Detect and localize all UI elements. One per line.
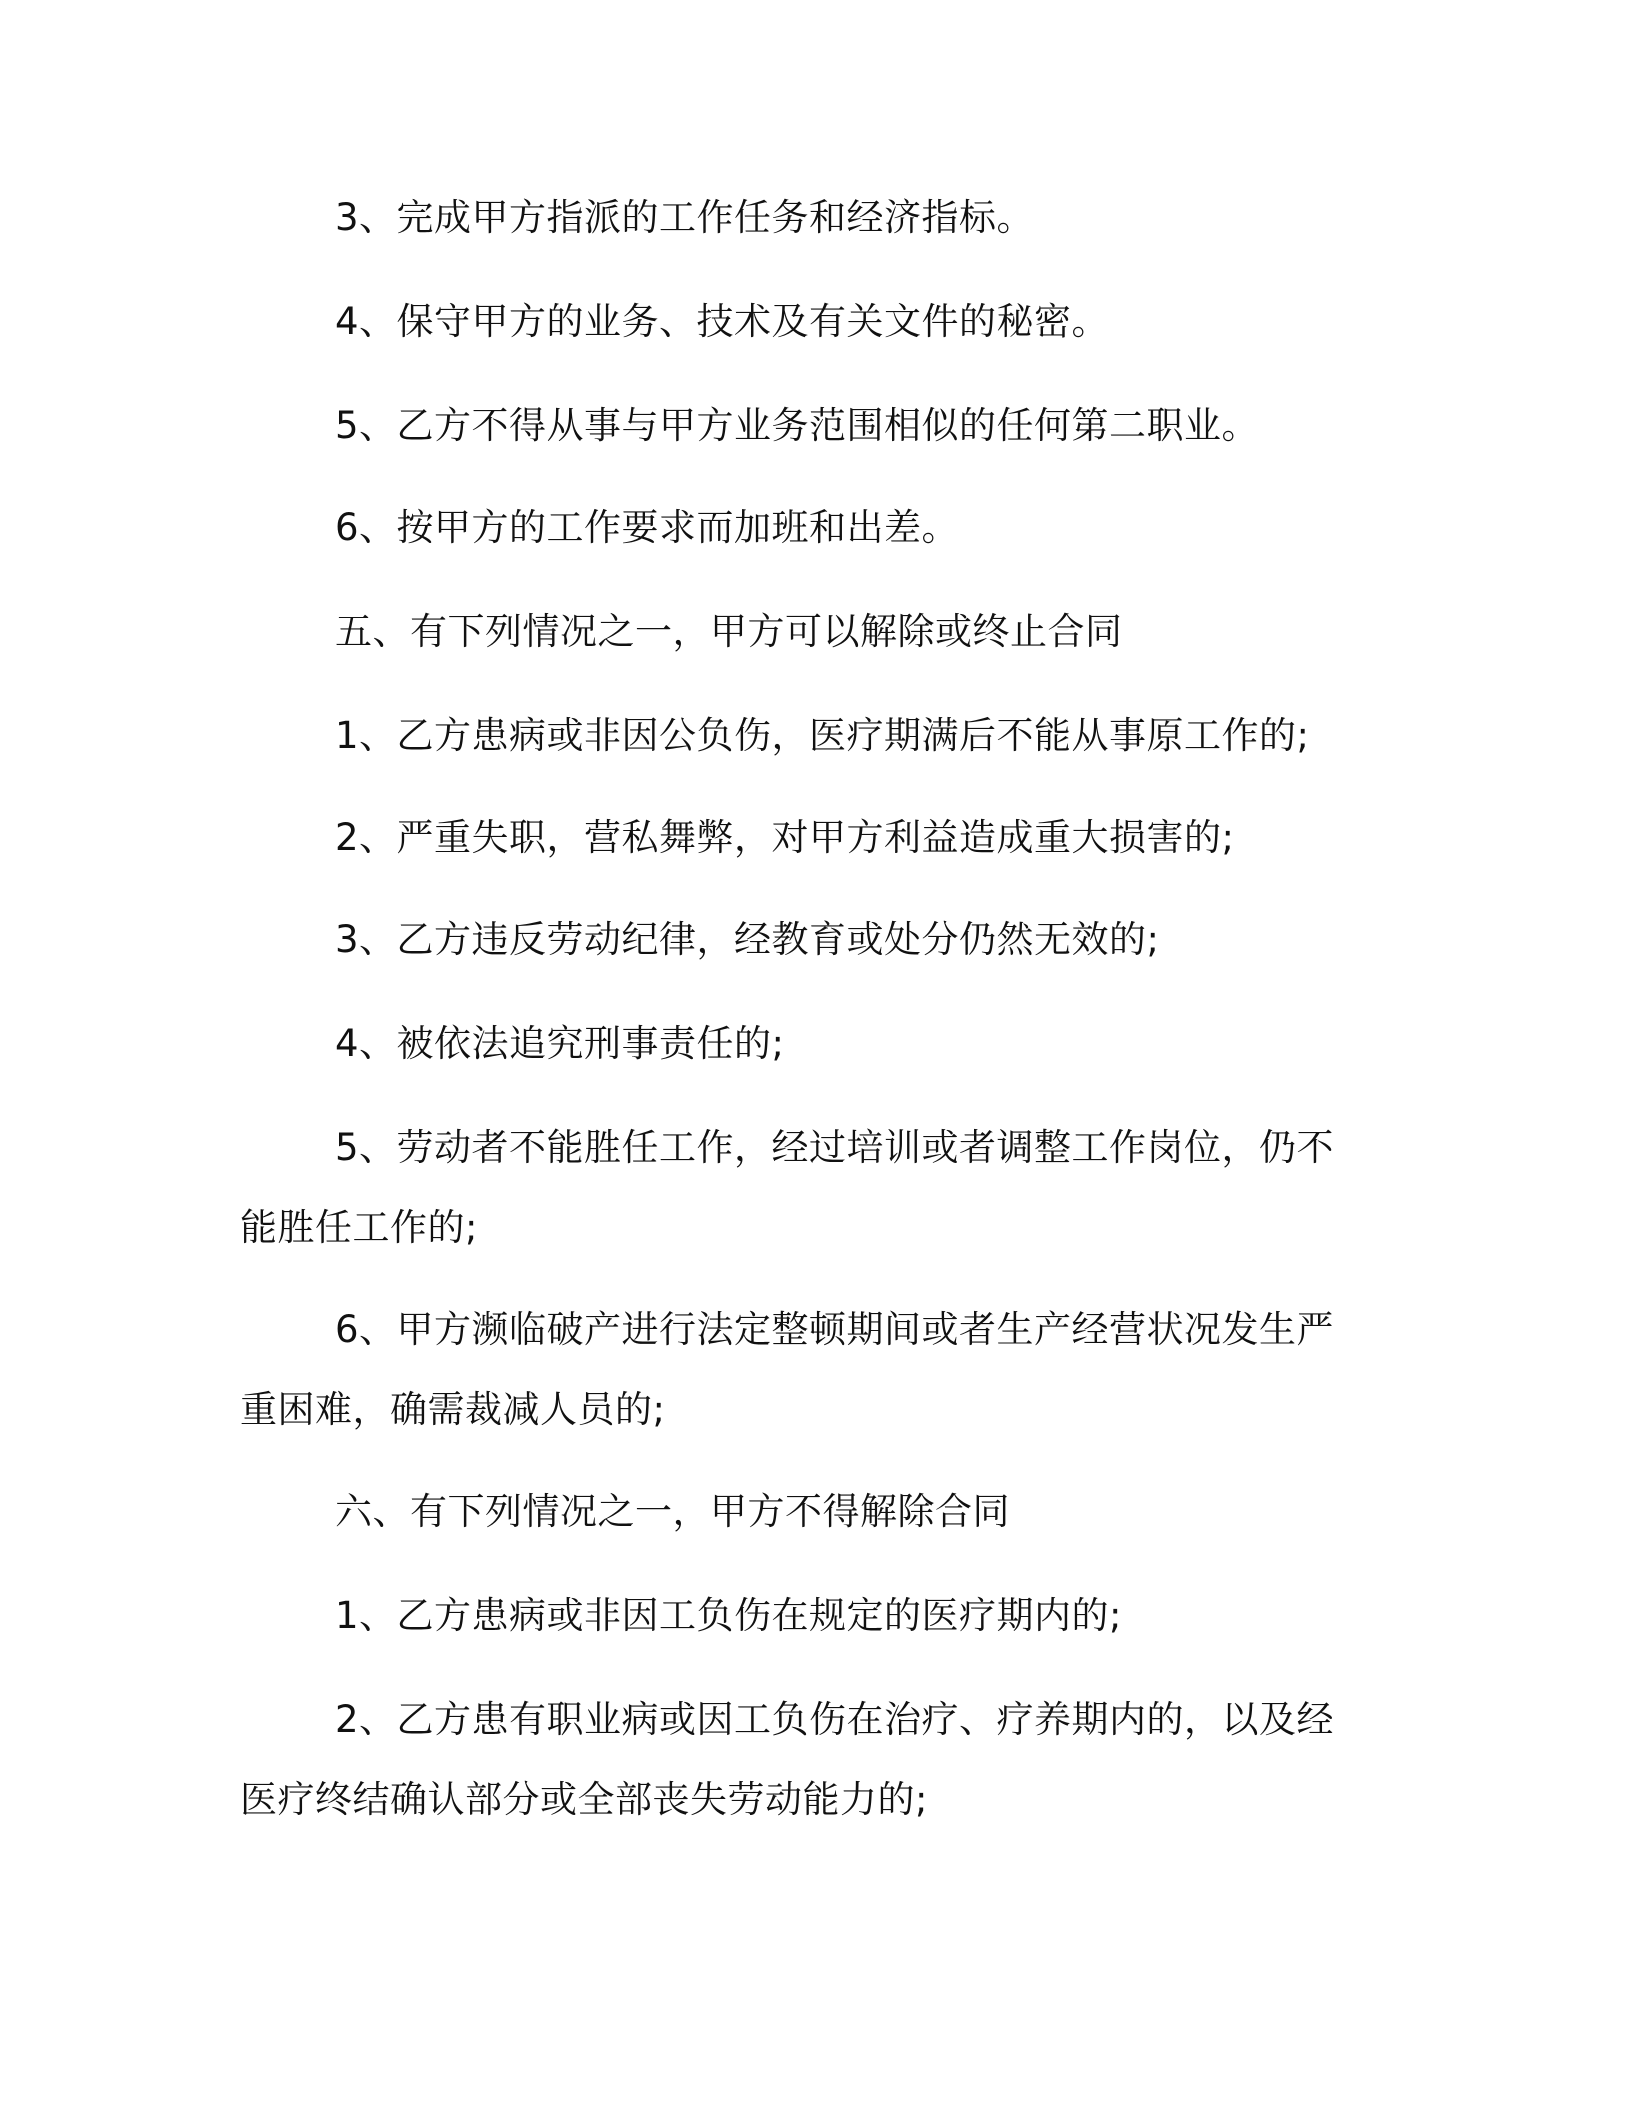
paragraph-8: 3、乙方违反劳动纪律，经教育或处分仍然无效的; [335,918,1160,961]
section-heading-6: 六、有下列情况之一，甲方不得解除合同 [335,1490,1010,1533]
paragraph-13: 1、乙方患病或非因工负伤在规定的医疗期内的; [335,1594,1123,1637]
paragraph-1: 3、完成甲方指派的工作任务和经济指标。 [335,196,1035,239]
paragraph-6: 1、乙方患病或非因公负伤，医疗期满后不能从事原工作的; [335,714,1310,757]
paragraph-3: 5、乙方不得从事与甲方业务范围相似的任何第二职业。 [335,404,1260,447]
paragraph-7: 2、严重失职，营私舞弊，对甲方利益造成重大损害的; [335,816,1235,859]
paragraph-14: 2、乙方患有职业病或因工负伤在治疗、疗养期内的，以及经医疗终结确认部分或全部丧失劳动能力的; [240,1698,1335,1821]
paragraph-10: 5、劳动者不能胜任工作，经过培训或者调整工作岗位，仍不能胜任工作的; [240,1126,1335,1249]
section-heading-5: 五、有下列情况之一，甲方可以解除或终止合同 [335,610,1123,653]
paragraph-9: 4、被依法追究刑事责任的; [335,1022,785,1065]
paragraph-2: 4、保守甲方的业务、技术及有关文件的秘密。 [335,300,1110,343]
paragraph-11: 6、甲方濒临破产进行法定整顿期间或者生产经营状况发生严重困难，确需裁减人员的; [240,1308,1335,1431]
paragraph-4: 6、按甲方的工作要求而加班和出差。 [335,506,960,549]
